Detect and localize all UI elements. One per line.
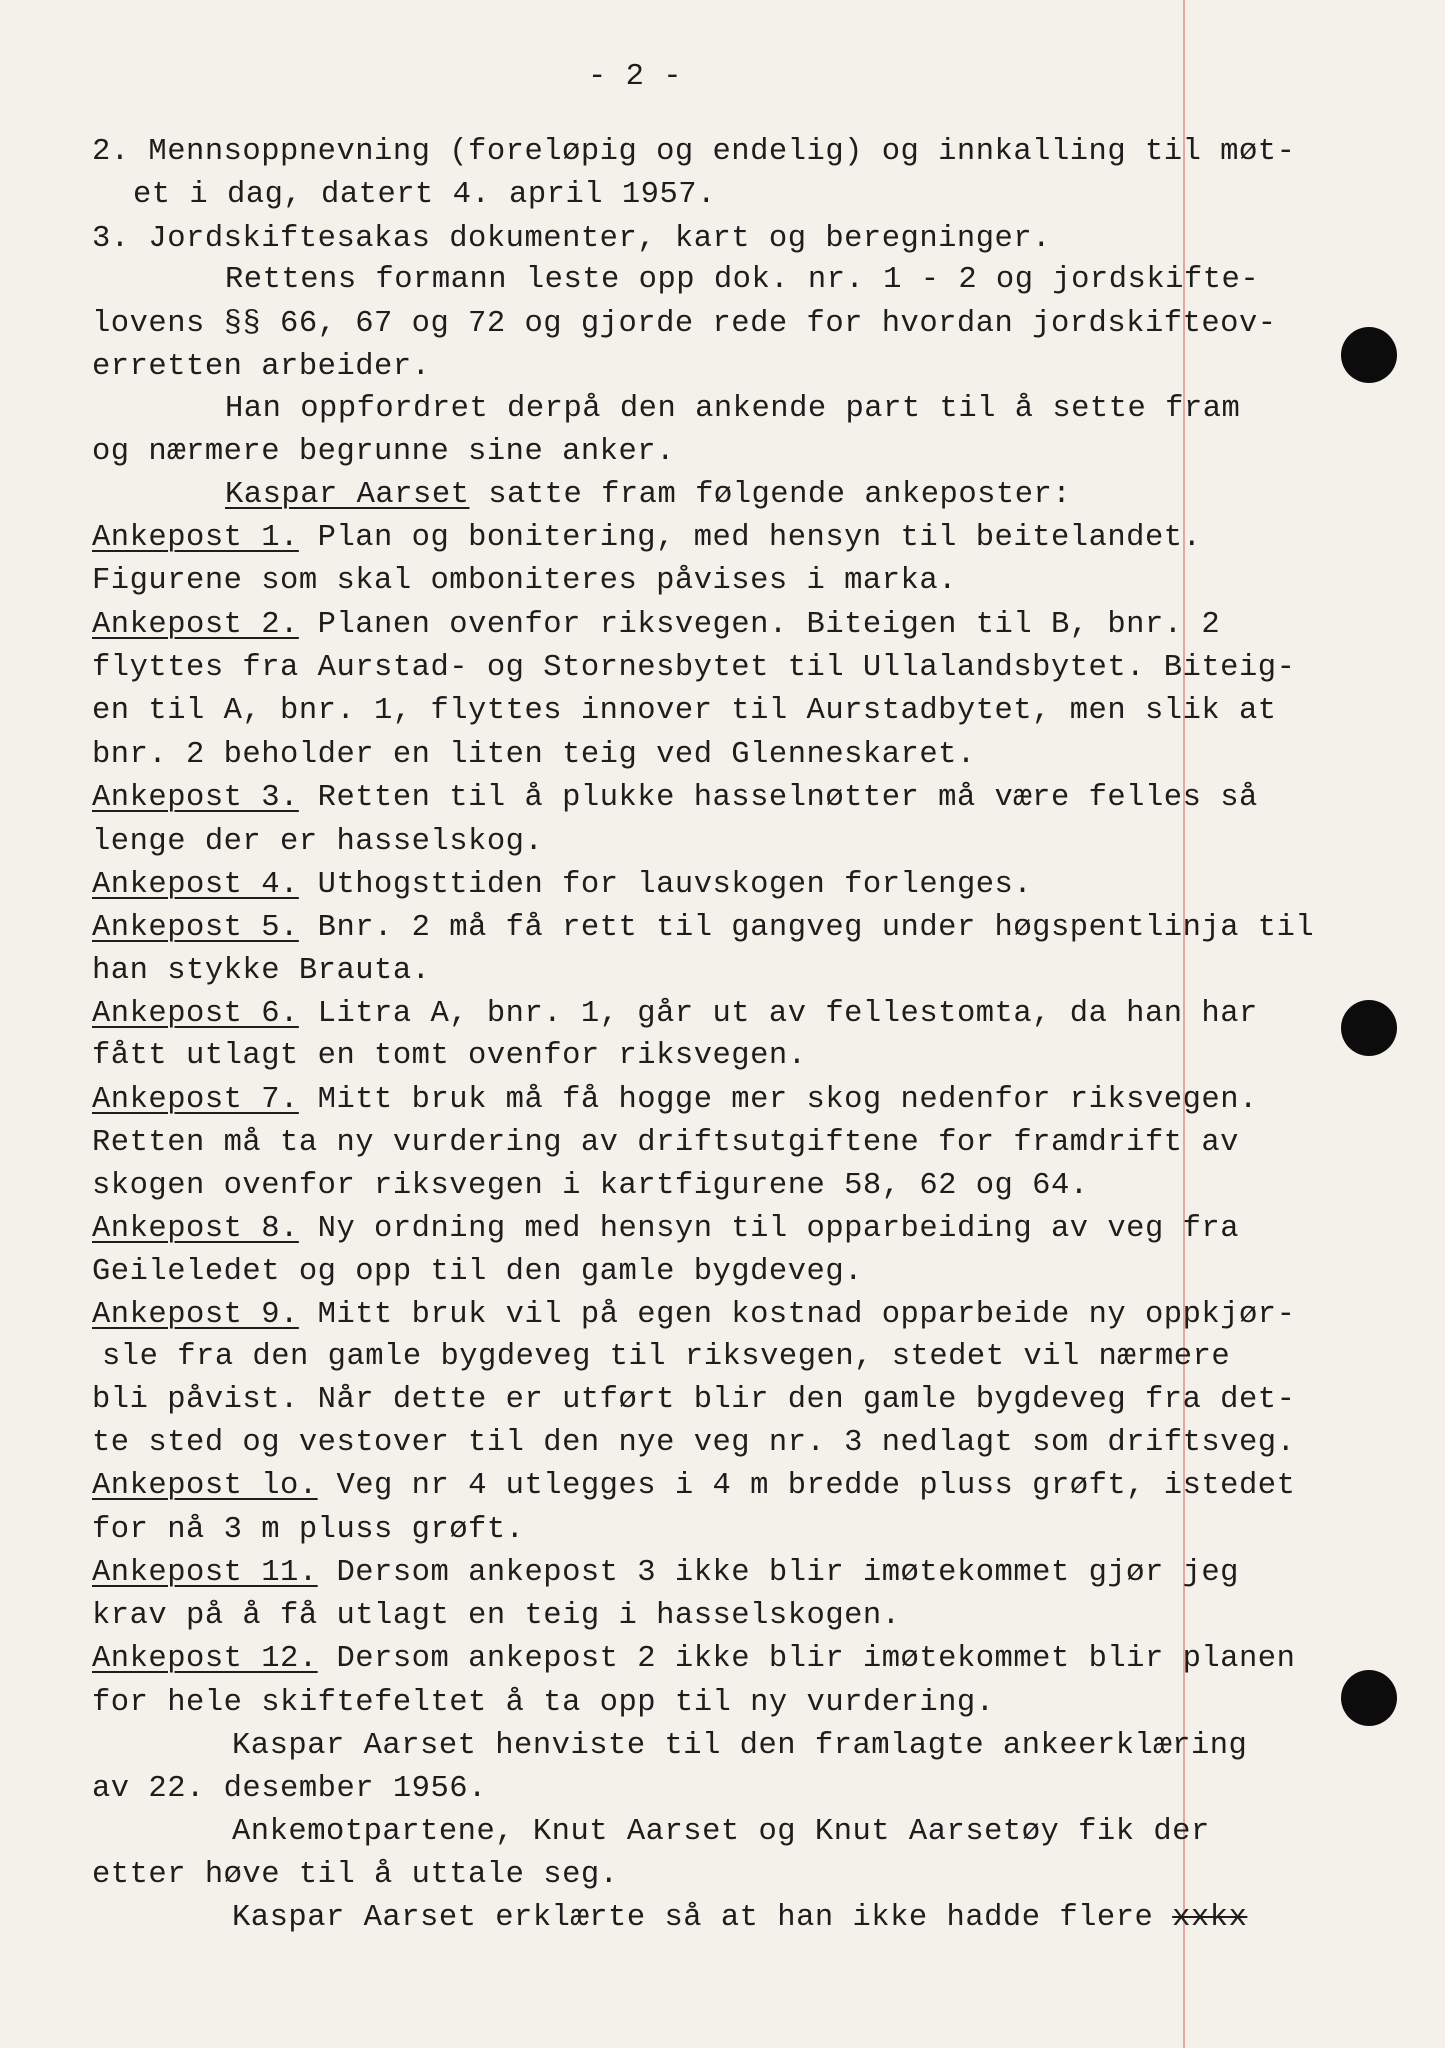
text-segment: et i dag, datert 4. april 1957. bbox=[133, 178, 716, 212]
punch-hole-middle bbox=[1341, 1000, 1397, 1056]
text-segment: Ny ordning med hensyn til opparbeiding av veg fra bbox=[298, 1212, 1239, 1246]
text-line bbox=[92, 1774, 487, 1805]
text-segment: lenge der er hasselskog. bbox=[92, 825, 544, 859]
text-segment: Retten må ta ny vurdering av driftsutgiftene for framdrift av bbox=[92, 1126, 1239, 1160]
text-segment: Han oppfordret derpå den ankende part til å sette fram bbox=[225, 392, 1241, 426]
text-line bbox=[92, 783, 1258, 814]
text-line bbox=[92, 999, 1258, 1030]
text-line bbox=[92, 870, 1032, 901]
text-line bbox=[92, 913, 1314, 944]
text-line bbox=[225, 480, 1071, 511]
text-segment: bnr. 2 beholder en liten teig ved Glenneskaret. bbox=[92, 738, 976, 772]
text-line bbox=[92, 437, 675, 468]
text-line bbox=[232, 1817, 1210, 1848]
text-segment: fått utlagt en tomt ovenfor riksvegen. bbox=[92, 1039, 807, 1073]
underlined-heading: Ankepost 4. bbox=[92, 868, 299, 902]
text-segment: 3. Jordskiftesakas dokumenter, kart og beregninger. bbox=[92, 222, 1051, 256]
text-segment: Plan og bonitering, med hensyn til beitelandet. bbox=[298, 521, 1202, 555]
text-line bbox=[92, 1085, 1258, 1116]
text-line bbox=[92, 1688, 995, 1719]
underlined-heading: Ankepost 12. bbox=[92, 1642, 318, 1676]
punch-hole-top bbox=[1341, 327, 1397, 383]
text-segment: Litra A, bnr. 1, går ut av fellestomta, da han har bbox=[298, 997, 1258, 1031]
text-line bbox=[92, 610, 1220, 641]
text-segment: av 22. desember 1956. bbox=[92, 1772, 487, 1806]
text-segment: etter høve til å uttale seg. bbox=[92, 1858, 619, 1892]
underlined-heading: Ankepost 5. bbox=[92, 911, 299, 945]
text-segment: Ankemotpartene, Knut Aarset og Knut Aarsetøy fik der bbox=[232, 1815, 1210, 1849]
text-line bbox=[92, 352, 430, 383]
text-segment: satte fram følgende ankeposter: bbox=[469, 478, 1072, 512]
text-segment: te sted og vestover til den nye veg nr. 3 nedlagt som driftsveg. bbox=[92, 1426, 1296, 1460]
text-line bbox=[92, 1471, 1295, 1502]
text-segment: Rettens formann leste opp dok. nr. 1 - 2 og jordskifte- bbox=[225, 263, 1260, 297]
text-segment: Geileledet og opp til den gamle bygdeveg. bbox=[92, 1255, 863, 1289]
text-line bbox=[92, 956, 430, 987]
text-line bbox=[92, 1128, 1239, 1159]
underlined-heading: Ankepost 3. bbox=[92, 781, 299, 815]
text-line bbox=[225, 394, 1240, 425]
text-segment: Retten til å plukke hasselnøtter må være felles så bbox=[298, 781, 1258, 815]
text-line bbox=[92, 1385, 1295, 1416]
text-line bbox=[92, 1041, 807, 1072]
underlined-heading: Ankepost 11. bbox=[92, 1556, 318, 1590]
text-segment: erretten arbeider. bbox=[92, 350, 431, 384]
text-segment: skogen ovenfor riksvegen i kartfigurene 58, 62 og 64. bbox=[92, 1169, 1089, 1203]
text-line bbox=[92, 1214, 1239, 1245]
underlined-heading: Ankepost 9. bbox=[92, 1298, 299, 1332]
text-segment: Planen ovenfor riksvegen. Biteigen til B, bnr. 2 bbox=[298, 608, 1221, 642]
text-line bbox=[92, 224, 1051, 255]
text-segment: Bnr. 2 må få rett til gangveg under høgspentlinja til bbox=[298, 911, 1315, 945]
punch-hole-bottom bbox=[1341, 1670, 1397, 1726]
text-line bbox=[232, 1903, 1247, 1934]
text-segment: Kaspar Aarset erklærte så at han ikke hadde flere bbox=[232, 1901, 1173, 1935]
text-segment: Dersom ankepost 2 ikke blir imøtekommet blir planen bbox=[317, 1642, 1296, 1676]
text-line bbox=[92, 523, 1201, 554]
text-segment: Mitt bruk vil på egen kostnad opparbeide ny oppkjør- bbox=[298, 1298, 1296, 1332]
text-segment: lovens §§ 66, 67 og 72 og gjorde rede for hvordan jordskifteov- bbox=[92, 307, 1277, 341]
text-line bbox=[225, 265, 1259, 296]
text-line bbox=[92, 1171, 1089, 1202]
text-line bbox=[92, 137, 1295, 168]
text-line bbox=[92, 1428, 1295, 1459]
text-line bbox=[232, 1731, 1247, 1762]
text-line bbox=[92, 1257, 863, 1288]
text-segment: Veg nr 4 utlegges i 4 m bredde pluss grøft, istedet bbox=[317, 1469, 1296, 1503]
text-line bbox=[92, 1860, 618, 1891]
text-line bbox=[92, 309, 1277, 340]
text-line bbox=[92, 696, 1277, 727]
text-segment: krav på å få utlagt en teig i hasselskogen. bbox=[92, 1599, 901, 1633]
underlined-heading: Ankepost lo. bbox=[92, 1469, 318, 1503]
text-segment: sle fra den gamle bygdeveg til riksvegen, stedet vil nærmere bbox=[102, 1340, 1231, 1374]
text-segment: Figurene som skal omboniteres påvises i marka. bbox=[92, 564, 957, 598]
underlined-heading: Ankepost 7. bbox=[92, 1083, 299, 1117]
underlined-heading: Kaspar Aarset bbox=[225, 478, 470, 512]
page-number: - 2 - bbox=[588, 60, 683, 94]
text-line bbox=[92, 1558, 1239, 1589]
text-segment: bli påvist. Når dette er utført blir den gamle bygdeveg fra det- bbox=[92, 1383, 1296, 1417]
text-line bbox=[92, 1515, 524, 1546]
underlined-heading: Ankepost 6. bbox=[92, 997, 299, 1031]
text-line bbox=[92, 566, 957, 597]
text-segment: Dersom ankepost 3 ikke blir imøtekommet gjør jeg bbox=[317, 1556, 1239, 1590]
text-line bbox=[92, 1644, 1295, 1675]
text-segment: og nærmere begrunne sine anker. bbox=[92, 435, 675, 469]
text-segment: flyttes fra Aurstad- og Stornesbytet til Ullalandsbytet. Biteig- bbox=[92, 651, 1296, 685]
underlined-heading: Ankepost 1. bbox=[92, 521, 299, 555]
text-line bbox=[92, 1300, 1295, 1331]
text-segment: en til A, bnr. 1, flyttes innover til Aurstadbytet, men slik at bbox=[92, 694, 1277, 728]
text-segment: Mitt bruk må få hogge mer skog nedenfor riksvegen. bbox=[298, 1083, 1258, 1117]
text-segment: 2. Mennsoppnevning (foreløpig og endelig) og innkalling til møt- bbox=[92, 135, 1296, 169]
text-line bbox=[92, 653, 1295, 684]
text-segment: Uthogsttiden for lauvskogen forlenges. bbox=[298, 868, 1033, 902]
underlined-heading: Ankepost 2. bbox=[92, 608, 299, 642]
text-line bbox=[102, 1342, 1230, 1373]
underlined-heading: Ankepost 8. bbox=[92, 1212, 299, 1246]
text-line bbox=[92, 740, 976, 771]
text-line bbox=[92, 1601, 901, 1632]
text-segment: Kaspar Aarset henviste til den framlagte ankeerklæring bbox=[232, 1729, 1248, 1763]
text-line bbox=[133, 180, 716, 211]
text-segment: for nå 3 m pluss grøft. bbox=[92, 1513, 525, 1547]
struck-text: xxkx bbox=[1172, 1901, 1248, 1935]
text-line bbox=[92, 827, 543, 858]
text-segment: for hele skiftefeltet å ta opp til ny vurdering. bbox=[92, 1686, 995, 1720]
text-segment: han stykke Brauta. bbox=[92, 954, 431, 988]
